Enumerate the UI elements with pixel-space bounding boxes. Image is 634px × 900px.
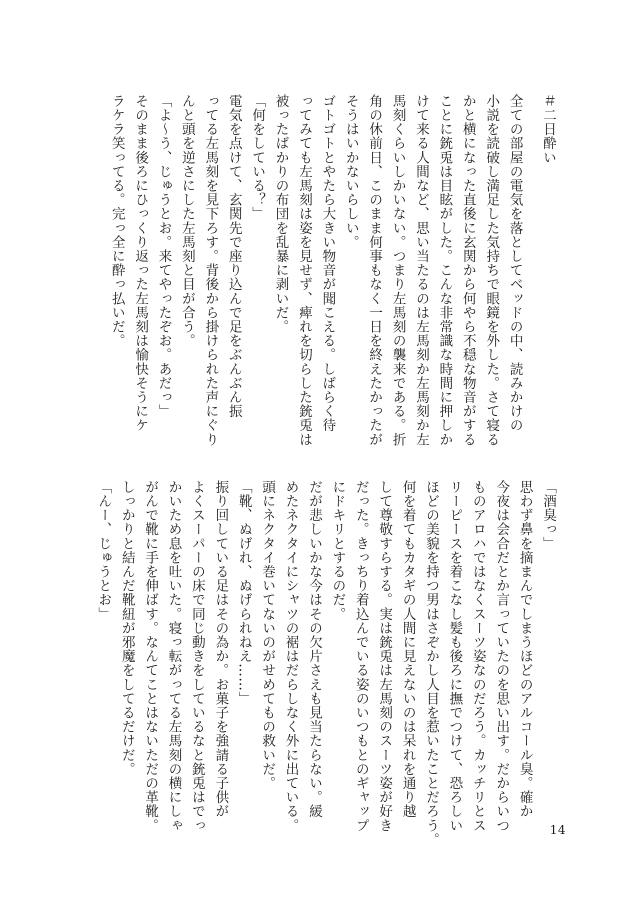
text-line: リーピースを着こなし髪も後ろに撫でつけて、恐ろしい [446,480,463,833]
text-line: けて来る人間など、思い当たるのは左馬刻か左馬刻か左 [412,94,429,447]
text-line: めたネクタイにシャツの裾はだらしなく外に出ている。 [282,480,299,833]
text-line: 振り回している足はその為か。お菓子を強請る子供が [212,480,229,819]
text-line: そのまま後ろにひっくり返った左馬刻は愉快そうにケ [132,94,149,433]
text-line: かいため息を吐いた。寝っ転がってる左馬刻の横にしゃ [165,480,182,833]
text-line: 全ての部屋の電気を落としてベッドの中、読みかけの [506,94,523,433]
text-line: 「んー、じゅうとお」 [95,480,112,621]
text-line: ゴトゴトとやたら大きい物音が聞こえる。しばらく待 [319,94,336,433]
text-line: 「何をしている？」 [249,94,266,221]
text-line: んと頭を逆さにした左馬刻と目が合う。 [178,94,195,348]
text-line: 「よ〜う、じゅうとお。来てやったぞお。あだっ」 [155,94,172,419]
text-line: しっかりと結んだ靴紐が邪魔をしてるだけだ。 [118,480,135,777]
text-line: 何を着てもカタギの人間に見えないのは呆れを通り越 [399,480,416,819]
text-line: 頭にネクタイ巻いてないのがせめてもの救いだ。 [259,480,276,791]
text-line: よくスーパーの床で同じ動きをしているなと銃兎はでっ [188,480,205,833]
text-line: ほどの美貌を持つ男はさぞかし人目を惹いたことだろう。 [422,480,439,847]
text-line: して尊敬すらする。実は銃兎は左馬刻のスーツ姿が好き [376,480,393,833]
text-line: ものアロハではなくスーツ姿なのだろう。カッチリとス [469,480,486,833]
text-line: 「酒臭っ」 [540,480,556,551]
text-line: 思わず鼻を摘まんでしまうほどのアルコール臭。確か [516,480,533,819]
text-line: そうはいかないらしい。 [342,94,359,250]
text-line: にドキリとするのだ。 [329,480,346,621]
text-line: だった。きっちり着込んでいる姿のいつもとのギャップ [352,480,369,833]
text-line: ことに銃兎は目眩がした。こんな非常識な時間に押しか [436,94,453,447]
text-line: ラケラ笑ってる。完っ全に酔っ払いだ。 [108,94,125,348]
chapter-title: ＃二日酔い [540,94,556,165]
text-line: ってみても左馬刻は姿を見せず、痺れを切らした銃兎は [295,94,312,447]
text-line: 馬刻くらいしかいない。つまり左馬刻の襲来である。折 [389,94,406,447]
text-line: 角の休前日、このまま何事もなく一日を終えたかったが [366,94,383,447]
text-line: 小説を読破し満足した気持ちで眼鏡を外した。さて寝る [483,94,500,447]
text-block-upper [104,94,559,447]
text-line: 「靴、ぬげれ、ぬげられねえ……」 [235,480,252,706]
text-line: ってる左馬刻を見下ろす。背後から掛けられた声にぐり [202,94,219,447]
text-line: がんで靴に手を伸ばす。なんてことはないただの革靴。 [142,480,159,833]
text-line: 電気を点けて、玄関先で座り込んで足をぶんぶん振 [225,94,242,419]
text-line: 今夜は会合だとか言っていたのを思い出す。だからいつ [493,480,510,833]
page-number: 14 [549,823,566,837]
text-line: だが悲しいかな今はその欠片さえも見当たらない。緩 [305,480,322,819]
text-line: かと横になった直後に玄関から何やら不穏な物音がする [459,94,476,447]
text-line: 被ったばかりの布団を乱暴に剥いだ。 [272,94,289,334]
